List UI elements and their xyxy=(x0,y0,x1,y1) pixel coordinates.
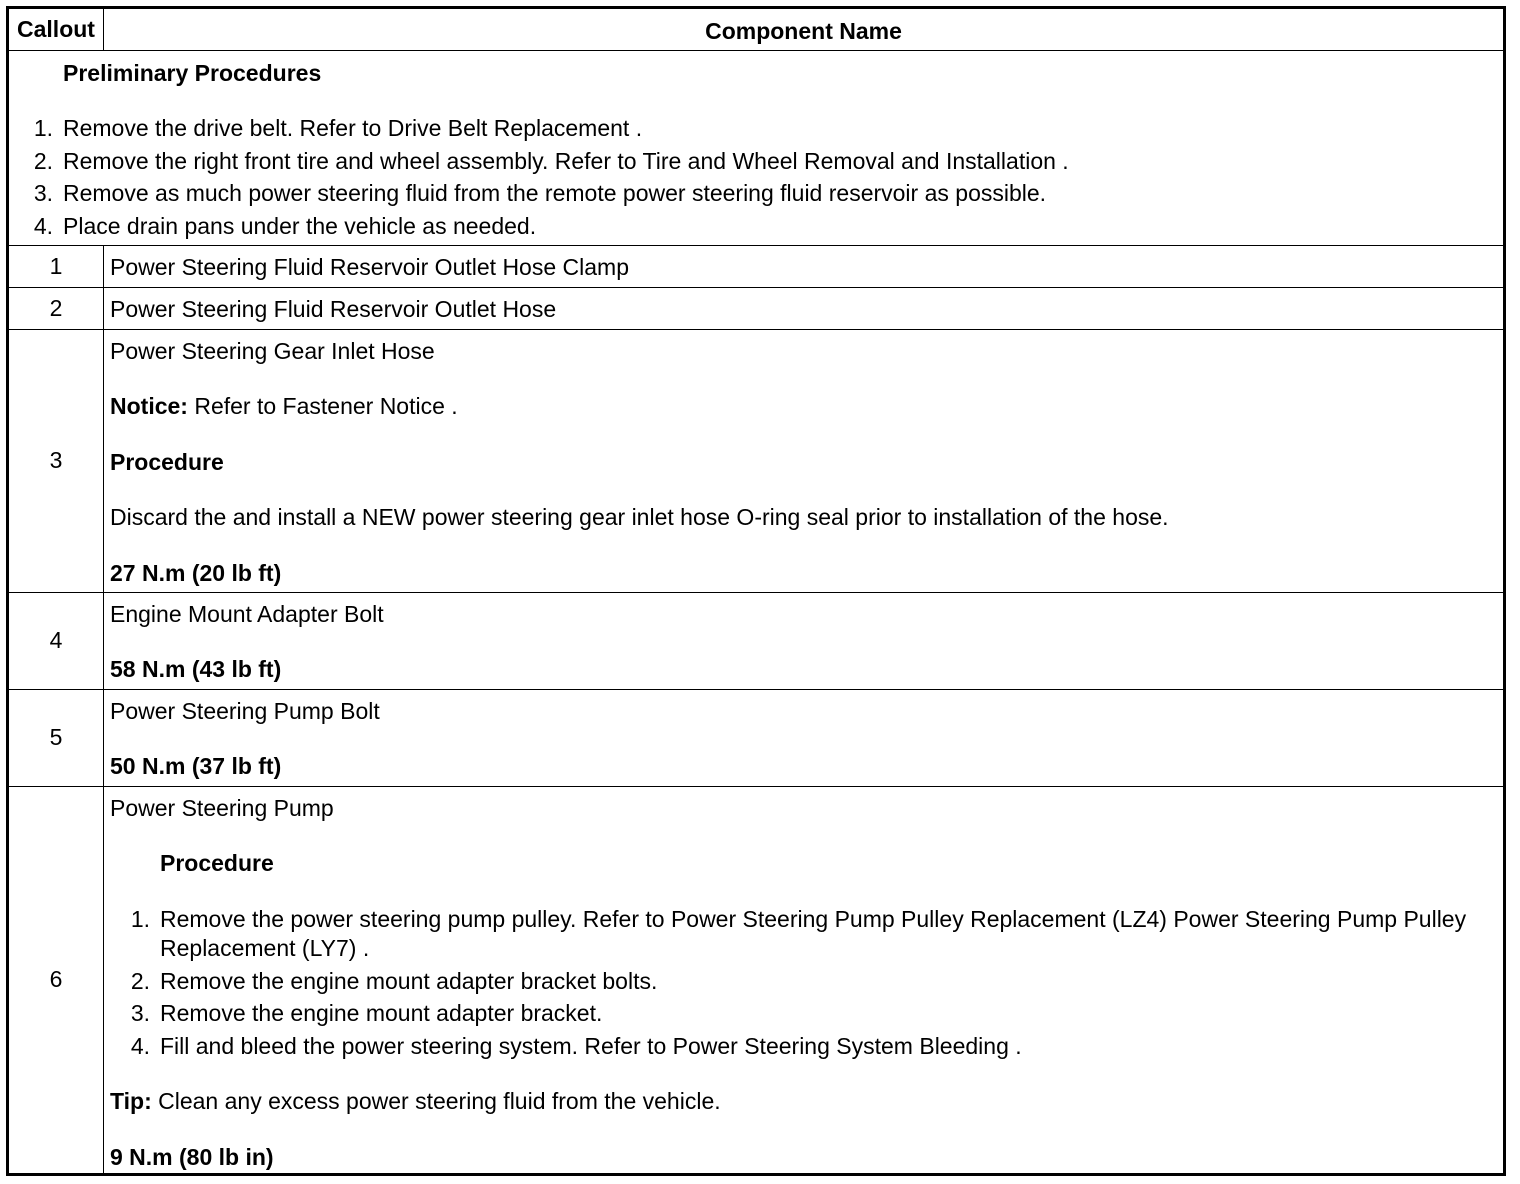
component-table xyxy=(6,6,1506,1176)
torque-spec: 50 N.m (37 lb ft) xyxy=(110,753,282,780)
list-item: 4. Fill and bleed the power steering system. Refer to Power Steering System Bleeding . xyxy=(130,1032,1022,1059)
list-item: 3. Remove as much power steering fluid from the remote power steering fluid reservoir as possible. xyxy=(33,180,1047,207)
torque-spec: 27 N.m (20 lb ft) xyxy=(110,559,282,586)
list-item: 2. Remove the right front tire and wheel assembly. Refer to Tire and Wheel Removal and Installation . xyxy=(33,147,1069,174)
header-component-name: Component Name xyxy=(705,18,902,44)
table-row xyxy=(9,690,1503,787)
component-name: Power Steering Pump xyxy=(110,795,334,821)
table-row xyxy=(9,330,1503,593)
callout-number: 2 xyxy=(9,288,104,329)
callout-number: 5 xyxy=(9,690,104,786)
component-name: Engine Mount Adapter Bolt xyxy=(110,601,384,627)
component-name: Power Steering Gear Inlet Hose xyxy=(110,338,435,364)
list-item: 1. Remove the power steering pump pulley. Refer to Power Steering Pump Pulley Replacement (LZ4) Power Steering Pump Pulley Replacement (LY7) . xyxy=(130,905,1467,962)
preliminary-procedures-row xyxy=(9,51,1503,246)
callout-number: 3 xyxy=(9,330,104,592)
callout-number: 1 xyxy=(9,246,104,287)
torque-spec: 9 N.m (80 lb in) xyxy=(110,1143,274,1170)
procedure-heading: Procedure xyxy=(160,850,274,877)
torque-spec: 58 N.m (43 lb ft) xyxy=(110,656,282,683)
list-item: 1. Remove the drive belt. Refer to Drive Belt Replacement . xyxy=(33,115,643,142)
callout-number: 4 xyxy=(9,593,104,689)
notice-text: Notice: Refer to Fastener Notice . xyxy=(110,393,458,420)
header-callout: Callout xyxy=(9,9,104,50)
component-name: Power Steering Fluid Reservoir Outlet Hose xyxy=(110,296,557,322)
table-row xyxy=(9,288,1503,330)
table-row xyxy=(9,787,1503,1173)
list-item: 3. Remove the engine mount adapter bracket. xyxy=(130,1000,603,1027)
tip-text: Tip: Clean any excess power steering fluid from the vehicle. xyxy=(110,1088,721,1115)
table-row xyxy=(9,593,1503,690)
procedure-text: Discard the and install a NEW power steering gear inlet hose O-ring seal prior to installation of the hose. xyxy=(110,504,1169,531)
component-name: Power Steering Pump Bolt xyxy=(110,698,380,724)
preliminary-title: Preliminary Procedures xyxy=(63,60,322,86)
callout-number: 6 xyxy=(9,787,104,1173)
component-name: Power Steering Fluid Reservoir Outlet Hose Clamp xyxy=(110,254,629,280)
preliminary-steps xyxy=(9,114,1503,241)
procedure-heading: Procedure xyxy=(110,448,224,475)
list-item: 2. Remove the engine mount adapter bracket bolts. xyxy=(130,967,658,994)
table-header-row xyxy=(9,9,1503,51)
table-row xyxy=(9,246,1503,288)
procedure-steps xyxy=(110,905,1497,1061)
list-item: 4. Place drain pans under the vehicle as needed. xyxy=(33,212,537,239)
